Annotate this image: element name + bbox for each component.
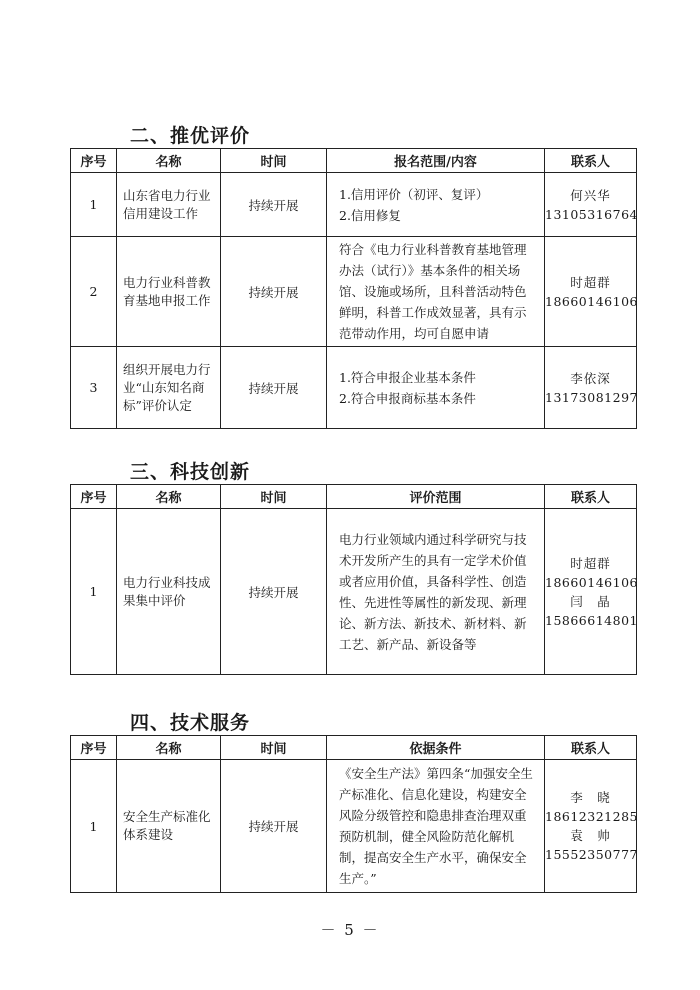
row-number: 3 (71, 347, 117, 429)
item-time: 持续开展 (221, 760, 327, 893)
row-number: 2 (71, 237, 117, 347)
item-time: 持续开展 (221, 237, 327, 347)
col-header-content: 依据条件 (327, 736, 545, 760)
col-header-contact: 联系人 (545, 149, 637, 173)
item-time: 持续开展 (221, 347, 327, 429)
content-line: 2.符合申报商标基本条件 (339, 390, 476, 406)
col-header-contact: 联系人 (545, 485, 637, 509)
item-name: 电力行业科技成果集中评价 (117, 509, 221, 675)
col-header-time: 时间 (221, 485, 327, 509)
contact-phone: 13173081297 (545, 389, 638, 405)
contact-name: 闫 晶 (570, 593, 611, 609)
contact-cell (545, 237, 637, 347)
row-number: 1 (71, 509, 117, 675)
col-header-time: 时间 (221, 149, 327, 173)
table-header-row (71, 736, 637, 760)
table-row (71, 760, 637, 893)
table-header-row (71, 485, 637, 509)
contact-cell (545, 173, 637, 237)
table-innovation (70, 484, 637, 675)
col-header-content: 报名范围/内容 (327, 149, 545, 173)
contact-name: 李 晓 (570, 790, 611, 805)
contact-name: 李依深 (570, 370, 611, 386)
contact-name: 何兴华 (570, 187, 611, 203)
item-content (327, 347, 545, 429)
contact-cell (545, 509, 637, 675)
table-recommendation (70, 148, 637, 429)
item-time: 持续开展 (221, 509, 327, 675)
contact-cell (545, 760, 637, 893)
col-header-time: 时间 (221, 736, 327, 760)
table-row (71, 173, 637, 237)
item-content (327, 237, 545, 347)
item-name: 组织开展电力行业“山东知名商标”评价认定 (117, 347, 221, 429)
item-content (327, 760, 545, 893)
page-number: － 5 － (320, 921, 380, 939)
col-header-name: 名称 (117, 149, 221, 173)
table-technical-service (70, 735, 637, 893)
contact-phone: 15552350777 (545, 847, 638, 862)
col-header-content: 评价范围 (327, 485, 545, 509)
table-row (71, 347, 637, 429)
content-line: 1.符合申报企业基本条件 (339, 369, 476, 385)
item-name: 安全生产标准化体系建设 (117, 760, 221, 893)
item-name: 电力行业科普教育基地申报工作 (117, 237, 221, 347)
contact-name: 时超群 (570, 555, 611, 571)
contact-cell (545, 347, 637, 429)
col-header-name: 名称 (117, 736, 221, 760)
section-title: 二、推优评价 (130, 125, 251, 147)
content-line: 1.信用评价（初评、复评） (339, 186, 489, 202)
col-header-no: 序号 (71, 485, 117, 509)
section-title: 四、技术服务 (130, 712, 251, 734)
table-row (71, 509, 637, 675)
row-number: 1 (71, 760, 117, 893)
item-time: 持续开展 (221, 173, 327, 237)
section-title: 三、科技创新 (130, 461, 251, 483)
content-line: 《安全生产法》第四条“加强安全生产标准化、信息化建设，构建安全风险分级管控和隐患排查治理双重预防机制，健全风险防范化解机制，提高安全生产水平，确保安全生产。” (339, 766, 533, 886)
row-number: 1 (71, 173, 117, 237)
contact-phone: 18612321285 (545, 809, 638, 824)
table-row (71, 237, 637, 347)
col-header-no: 序号 (71, 149, 117, 173)
col-header-no: 序号 (71, 736, 117, 760)
contact-phone: 13105316764 (545, 206, 638, 222)
col-header-name: 名称 (117, 485, 221, 509)
col-header-contact: 联系人 (545, 736, 637, 760)
item-name: 山东省电力行业信用建设工作 (117, 173, 221, 237)
contact-phone: 15866614801 (545, 612, 638, 628)
item-content (327, 173, 545, 237)
contact-phone: 18660146106 (545, 293, 638, 309)
content-line: 2.信用修复 (339, 207, 401, 223)
contact-name: 袁 帅 (570, 828, 611, 843)
contact-name: 时超群 (570, 274, 611, 290)
item-content (327, 509, 545, 675)
contact-phone: 18660146106 (545, 574, 638, 590)
content-line: 符合《电力行业科普教育基地管理办法（试行）》基本条件的相关场馆、设施或场所，且科普活动特色鲜明，科普工作成效显著，具有示范带动作用，均可自愿申请 (339, 242, 527, 341)
table-header-row (71, 149, 637, 173)
content-line: 电力行业领域内通过科学研究与技术开发所产生的具有一定学术价值或者应用价值，具备科学性、创造性、先进性等属性的新发现、新理论、新方法、新技术、新材料、新工艺、新产品、新设备等 (339, 531, 527, 652)
